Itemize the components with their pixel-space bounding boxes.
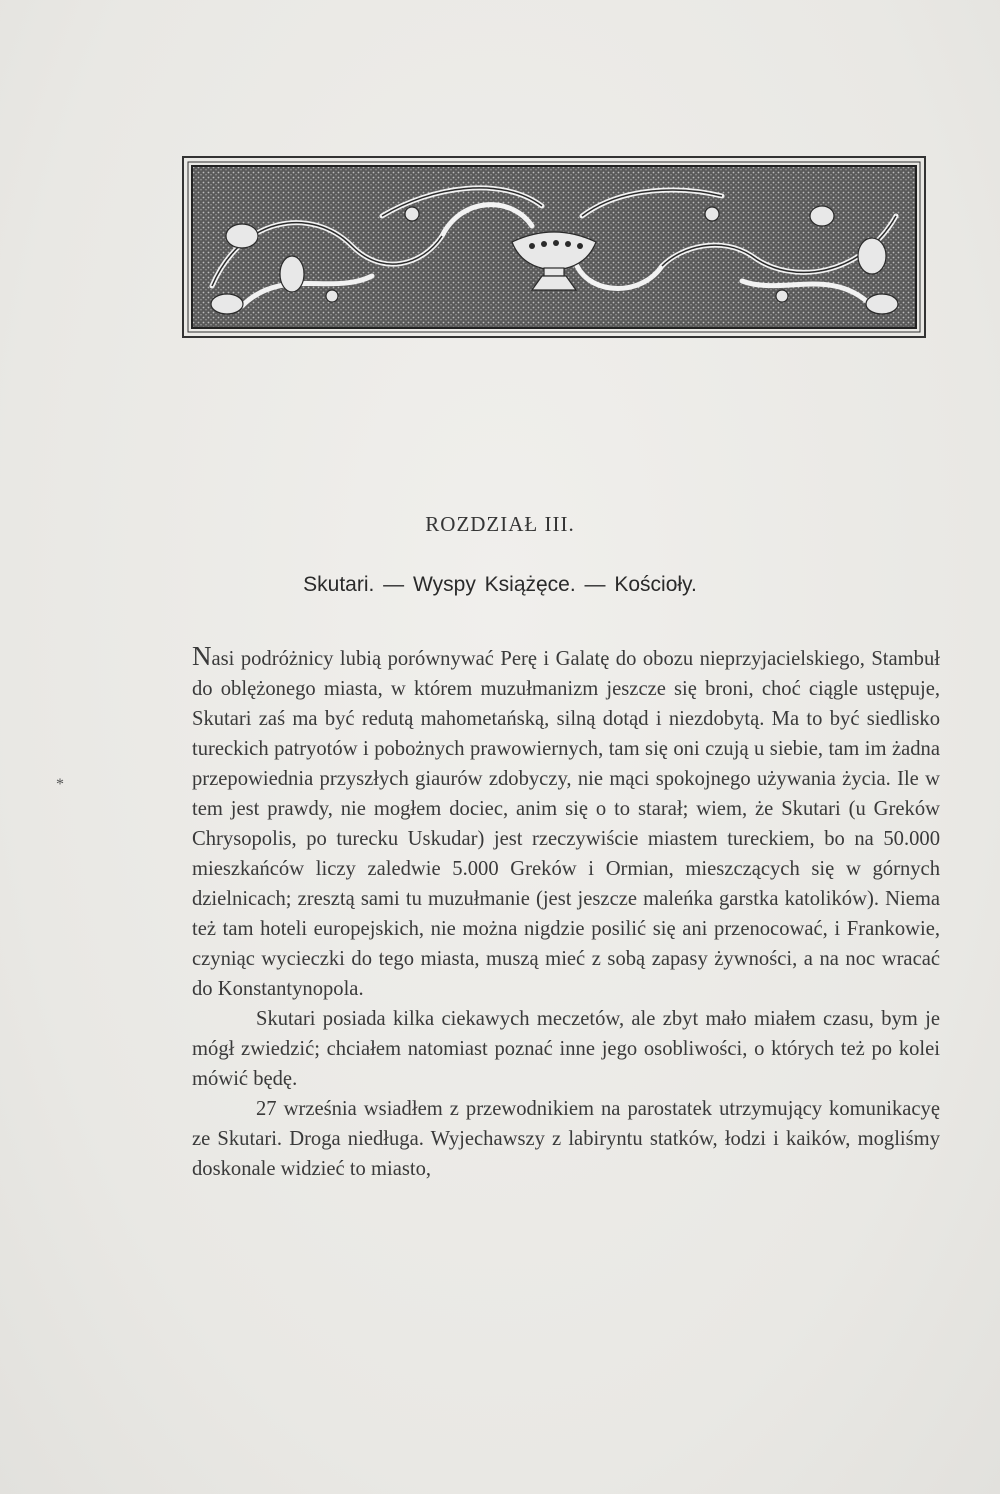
paragraph-2: Skutari posiada kilka ciekawych meczetów, ale zbyt mało miałem czasu, bym je mógł zwiedzić; chciałem natomiast poznać inne jego osobliwości, o których też po kolei mówić będę. — [192, 1008, 940, 1090]
paragraph-1-text: asi podróżnicy lubią porównywać Perę i Galatę do obozu nieprzyjacielskiego, Stambuł do oblężonego miasta, w którem muzułmanizm jeszcze się broni, choć ciągle ustępuje, Skutari zaś ma być redutą mahometańską, silną dotąd i niezdobytą. Ma to być siedlisko tureckich patryotów i pobożnych prawowiernych, tam się oni czują u siebie, tam im żadna przepowiednia przyszłych giaurów zdobyczy, nie mąci spokojnego używania życia. Ile w tem jest prawdy, nie mogłem dociec, anim się o to starał; wiem, że Skutari (u Greków Chrysopolis, po turecku Uskudar) jest rzeczywiście miastem tureckiem, bo na 50.000 mieszkańców liczy zaledwie 5.000 Greków i Ormian, mieszczących się w górnych dzielnicach; zresztą sami tu muzułmanie (jest jeszcze maleńka garstka katolików). Niema też tam hoteli europejskich, nie można nigdzie posilić się ani przenocować, i Frankowie, czyniąc wycieczki do tego miasta, muszą mieć z sobą zapasy żywności, a na noc wracać do Konstantynopola. — [192, 648, 940, 1000]
drop-initial: N — [192, 641, 212, 671]
decorative-headpiece-ornament — [182, 156, 926, 338]
paragraph-3: 27 września wsiadłem z przewodnikiem na parostatek utrzymujący komunikacyę ze Skutari. Droga niedługa. Wyjechawszy z labiryntu statków, łodzi i kaików, mogliśmy doskonale widzieć to miasto, — [192, 1098, 940, 1180]
paragraph-1 — [192, 641, 940, 1004]
chapter-subtitle: Skutari. — Wyspy Książęce. — Kościoły. — [303, 573, 697, 596]
margin-mark: * — [56, 776, 64, 793]
body-text — [192, 641, 940, 1184]
chapter-heading: ROZDZIAŁ III. — [425, 512, 575, 536]
